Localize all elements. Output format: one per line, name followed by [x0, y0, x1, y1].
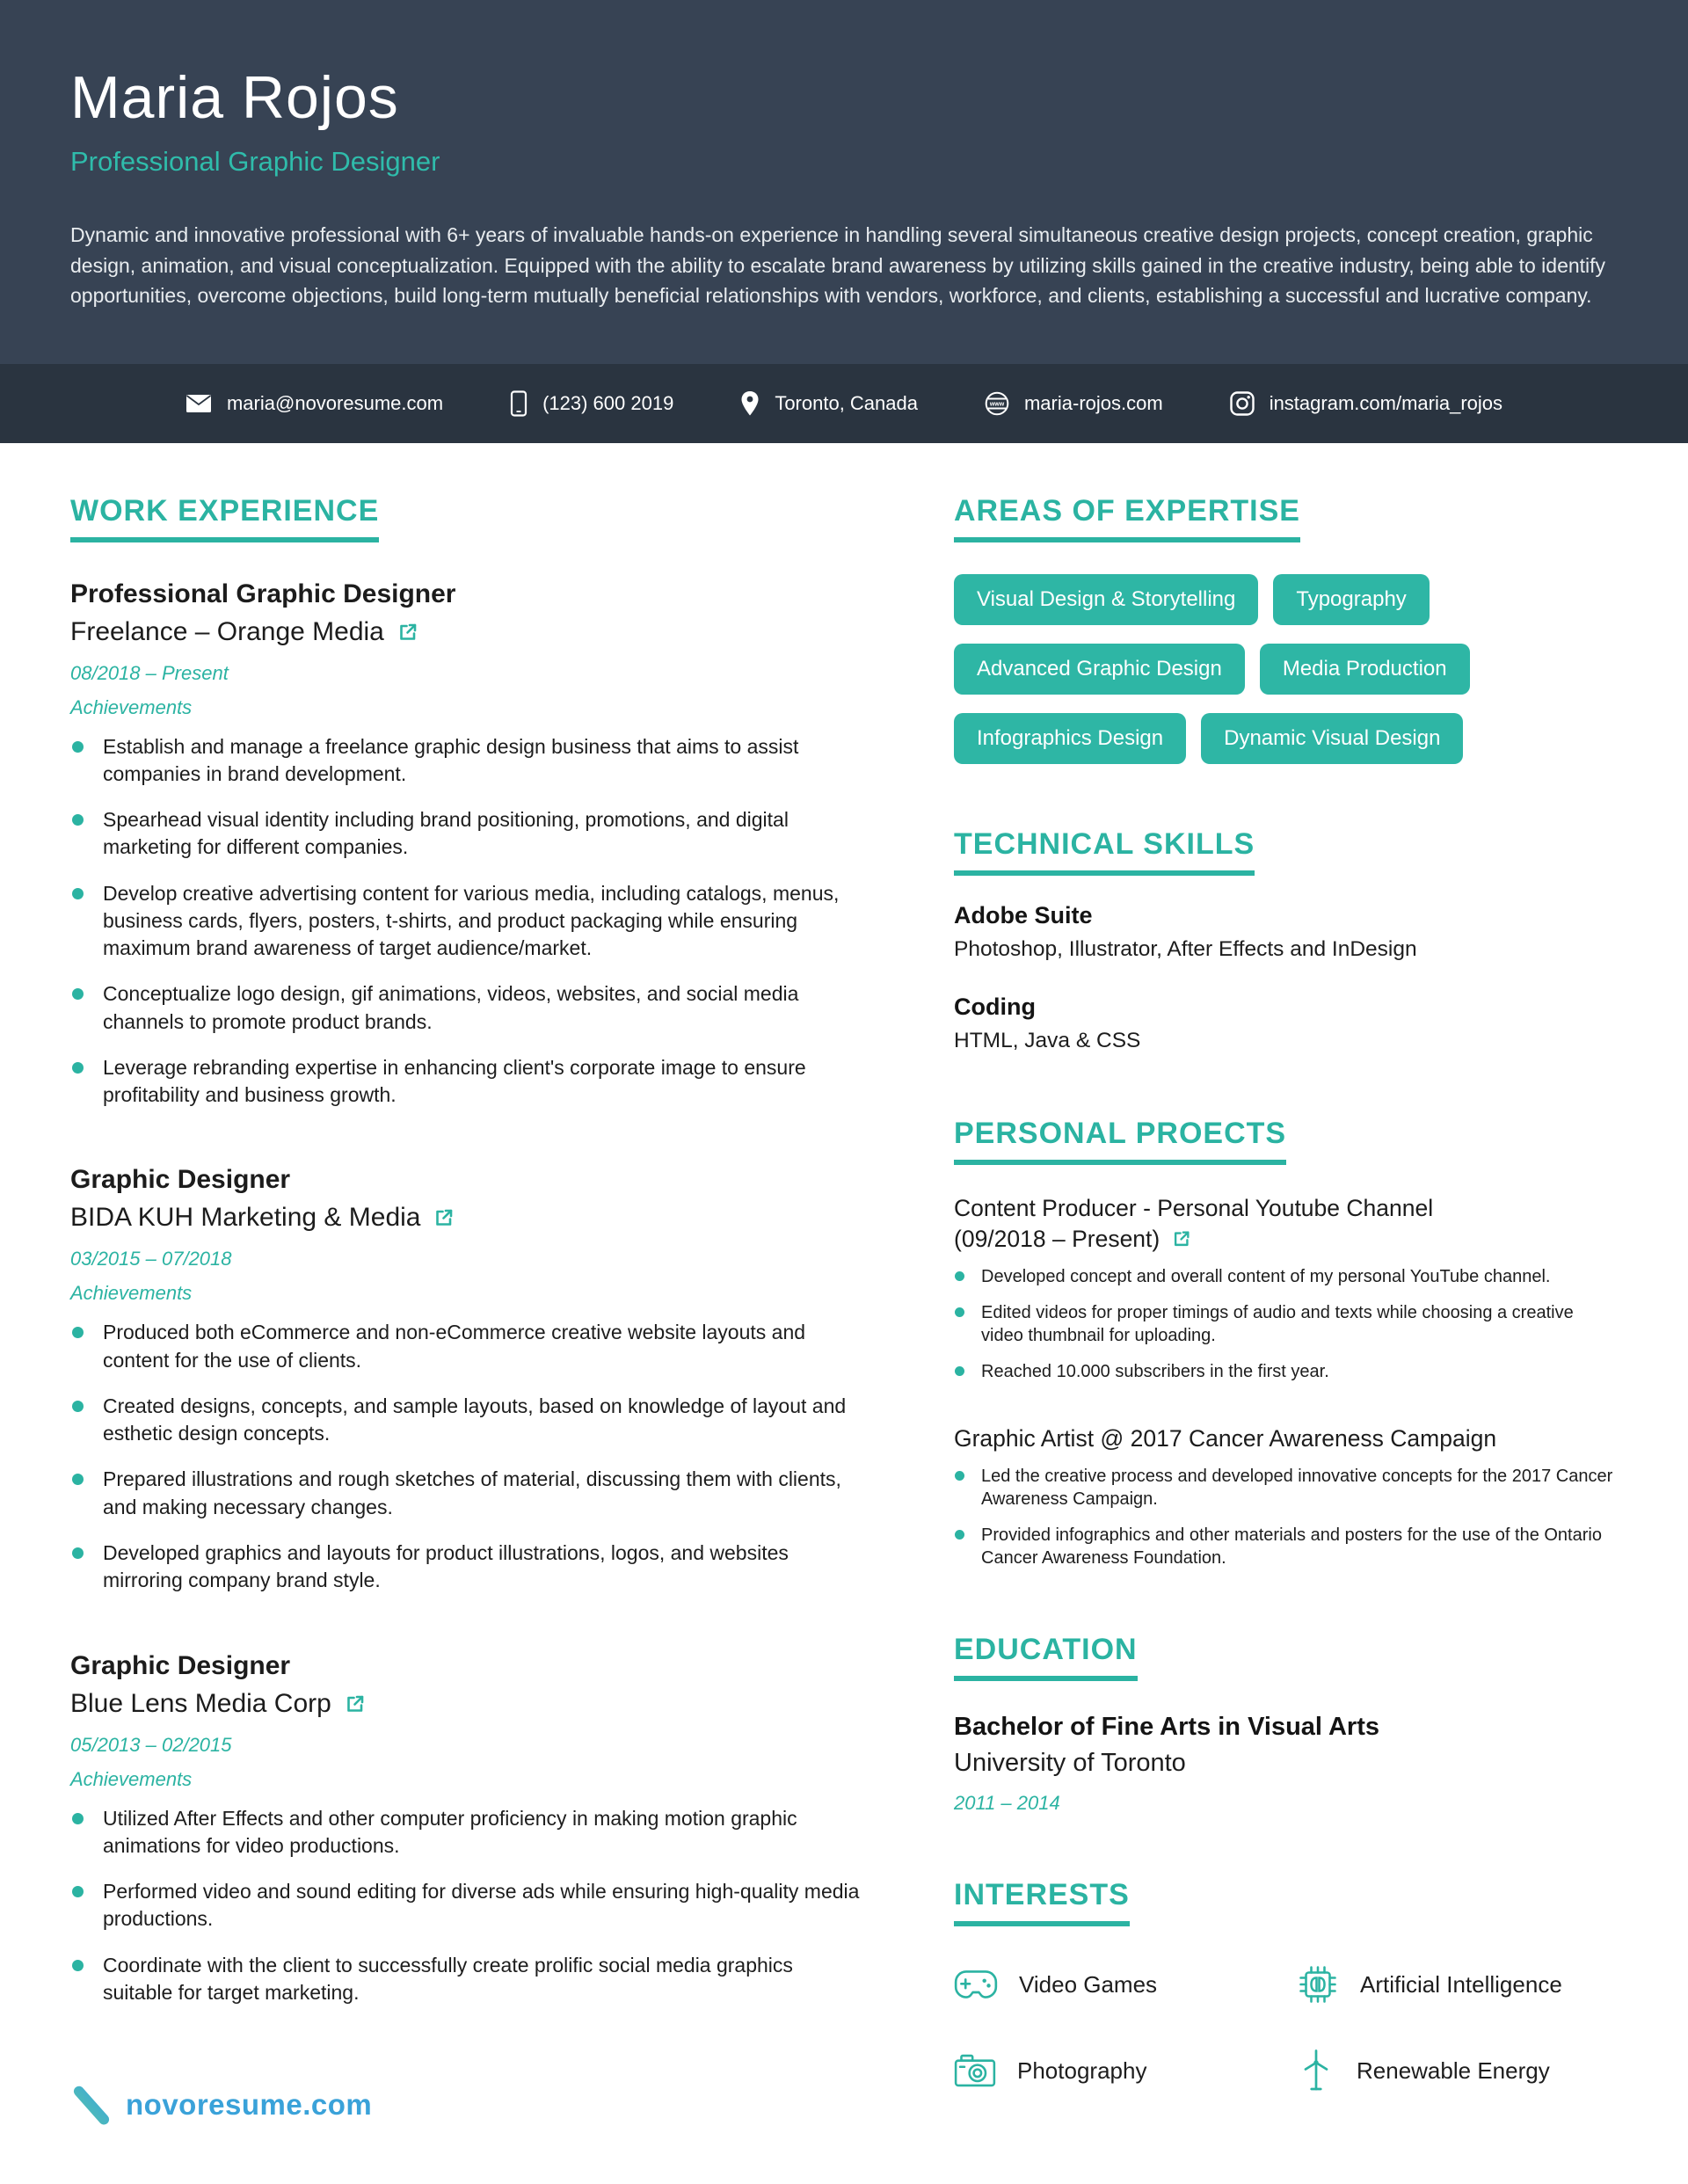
header: [0, 0, 1688, 364]
job-bullets: [70, 1805, 866, 2007]
project-bullet: Developed concept and overall content of my personal YouTube channel.: [954, 1265, 1618, 1288]
job-company: [70, 1203, 866, 1233]
skill-group-name: Adobe Suite: [954, 901, 1093, 928]
project-entry: [954, 1423, 1618, 1569]
contact-instagram-text: instagram.com/maria_rojos: [1269, 391, 1502, 414]
areas-of-expertise-heading: AREAS OF EXPERTISE: [954, 494, 1300, 542]
technical-skills-heading: TECHNICAL SKILLS: [954, 827, 1255, 876]
person-title: Professional Graphic Designer: [70, 146, 440, 177]
novoresume-brand-link[interactable]: [69, 2082, 372, 2128]
project-bullets: [954, 1465, 1618, 1569]
job-bullet: Performed video and sound editing for diverse ads while ensuring high-quality media productions.: [70, 1878, 866, 1933]
job-dates: 03/2015 – 07/2018: [70, 1248, 232, 1270]
skill-group-name: Coding: [954, 993, 1036, 1020]
education-dates: 2011 – 2014: [954, 1792, 1060, 1815]
skill-group: [954, 994, 1618, 1053]
job-company-name: BIDA KUH Marketing & Media: [70, 1203, 421, 1233]
contact-location[interactable]: [740, 390, 918, 417]
education-heading: EDUCATION: [954, 1633, 1138, 1681]
novoresume-logo-icon: [69, 2082, 114, 2128]
project-title-text: Content Producer - Personal Youtube Channel: [954, 1194, 1434, 1221]
skill-group: [954, 902, 1618, 962]
expertise-tag: Dynamic Visual Design: [1201, 713, 1463, 764]
project-title: [954, 1423, 1618, 1454]
wind-turbine-icon: [1297, 2049, 1335, 2092]
contact-email[interactable]: [186, 392, 443, 415]
interests-heading: INTERESTS: [954, 1878, 1130, 1926]
resume-body: [0, 443, 1688, 2093]
contact-phone[interactable]: [510, 390, 673, 417]
svg-text:www: www: [989, 401, 1005, 408]
external-link-icon[interactable]: [1172, 1229, 1191, 1249]
person-name: Maria Rojos: [70, 64, 399, 131]
contact-instagram[interactable]: [1230, 391, 1502, 416]
interest-label: Video Games: [1019, 1970, 1158, 1998]
expertise-tag: Visual Design & Storytelling: [954, 574, 1258, 625]
job-bullet: Leverage rebranding expertise in enhancing client's corporate image to ensure profitability and business growth.: [70, 1054, 866, 1110]
interest-video-games: [954, 1963, 1297, 2006]
job-bullets: [70, 733, 866, 1110]
job-title: Graphic Designer: [70, 1650, 291, 1680]
job-company-name: Blue Lens Media Corp: [70, 1688, 331, 1718]
job-bullet: Utilized After Effects and other computer proficiency in making motion graphic animations for video productions.: [70, 1805, 866, 1860]
education-section: [954, 1633, 1618, 1815]
education-school: University of Toronto: [954, 1749, 1186, 1778]
project-bullets: [954, 1265, 1618, 1383]
achievements-label: Achievements: [70, 1282, 193, 1305]
job-entry: [70, 579, 866, 1110]
external-link-icon[interactable]: [433, 1207, 455, 1228]
job-title: Graphic Designer: [70, 1165, 291, 1195]
job-bullet: Coordinate with the client to successfully create prolific social media graphics suitable for target marketing.: [70, 1952, 866, 2007]
phone-icon: [510, 390, 528, 417]
external-link-icon[interactable]: [345, 1693, 366, 1714]
interests-section: [954, 1878, 1618, 2092]
interest-artificial-intelligence: [1297, 1963, 1618, 2006]
camera-icon: [954, 2053, 996, 2088]
work-experience-heading: WORK EXPERIENCE: [70, 494, 379, 542]
job-company-name: Freelance – Orange Media: [70, 616, 384, 646]
contact-location-text: Toronto, Canada: [775, 391, 918, 414]
achievements-label: Achievements: [70, 1767, 193, 1790]
job-dates: 08/2018 – Present: [70, 661, 229, 684]
gamepad-icon: [954, 1969, 998, 2000]
contact-bar: [0, 364, 1688, 443]
globe-icon: [985, 391, 1009, 416]
project-title: [954, 1193, 1618, 1255]
project-bullet: Reached 10.000 subscribers in the first year.: [954, 1360, 1618, 1383]
location-pin-icon: [740, 390, 760, 417]
job-bullet: Produced both eCommerce and non-eCommerce creative website layouts and content for the use of clients.: [70, 1319, 866, 1374]
interest-label: Artificial Intelligence: [1360, 1970, 1562, 1998]
job-company: [70, 1689, 866, 1719]
project-dates: (09/2018 – Present): [954, 1225, 1160, 1252]
personal-projects-section: [954, 1117, 1618, 1570]
right-column: [954, 494, 1618, 2093]
contact-website[interactable]: [985, 391, 1163, 416]
achievements-label: Achievements: [70, 695, 193, 718]
summary-paragraph: Dynamic and innovative professional with 6+ years of invaluable hands-on experience in handling several simultaneous creative design projects, concept creation, graphic design, animation, and visual conceptualization. Equipped with the ability to escalate brand awareness by utilizing skills gained in the creative industry, being able to identify opportunities, overcome objections, build long-term mutually beneficial relationships with vendors, workforce, and clients, establishing a successful and lucrative company.: [70, 223, 1606, 307]
job-bullet: Develop creative advertising content for various media, including catalogs, menus, business cards, flyers, posters, t-shirts, and product packaging while ensuring maximum brand awareness of target audience/market.: [70, 880, 866, 963]
work-experience-section: [70, 494, 866, 2007]
project-bullet: Provided infographics and other materials and posters for the use of the Ontario Cancer Awareness Foundation.: [954, 1524, 1618, 1569]
interest-label: Renewable Energy: [1357, 2057, 1550, 2084]
interest-renewable-energy: [1297, 2049, 1618, 2092]
job-entry: [70, 1165, 866, 1594]
envelope-icon: [186, 394, 212, 413]
skill-group-details: HTML, Java & CSS: [954, 1028, 1141, 1052]
expertise-tag: Advanced Graphic Design: [954, 644, 1245, 695]
project-bullet: Edited videos for proper timings of audio and texts while choosing a creative video thumbnail for uploading.: [954, 1301, 1618, 1347]
job-bullet: Conceptualize logo design, gif animations, videos, websites, and social media channels to promote product brands.: [70, 980, 866, 1036]
project-entry: [954, 1193, 1618, 1383]
interest-photography: [954, 2049, 1297, 2092]
education-entry: [954, 1713, 1618, 1815]
expertise-tag: Typography: [1273, 574, 1429, 625]
skill-group-details: Photoshop, Illustrator, After Effects and InDesign: [954, 936, 1417, 961]
job-bullet: Establish and manage a freelance graphic design business that aims to assist companies in brand development.: [70, 733, 866, 789]
left-column: [70, 494, 866, 2093]
education-degree: Bachelor of Fine Arts in Visual Arts: [954, 1713, 1379, 1742]
contact-phone-text: (123) 600 2019: [542, 391, 674, 414]
external-link-icon[interactable]: [397, 622, 418, 643]
contact-website-text: maria-rojos.com: [1023, 391, 1163, 414]
ai-chip-icon: [1297, 1963, 1339, 2006]
job-bullet: Developed graphics and layouts for product illustrations, logos, and websites mirroring company brand style.: [70, 1540, 866, 1595]
technical-skills-section: [954, 827, 1618, 1053]
expertise-tag: Media Production: [1260, 644, 1470, 695]
personal-projects-heading: PERSONAL PROECTS: [954, 1117, 1286, 1165]
contact-email-text: maria@novoresume.com: [226, 391, 444, 414]
project-title-text: Graphic Artist @ 2017 Cancer Awareness Campaign: [954, 1424, 1497, 1452]
instagram-icon: [1230, 391, 1255, 416]
job-entry: [70, 1651, 866, 2007]
project-bullet: Led the creative process and developed innovative concepts for the 2017 Cancer Awareness Campaign.: [954, 1465, 1618, 1511]
areas-of-expertise-section: [954, 494, 1618, 764]
job-company: [70, 617, 866, 647]
job-bullets: [70, 1319, 866, 1594]
interests-grid: [954, 1963, 1618, 2092]
job-bullet: Spearhead visual identity including brand positioning, promotions, and digital marketing for different companies.: [70, 806, 866, 862]
expertise-tags: [954, 574, 1587, 764]
job-dates: 05/2013 – 02/2015: [70, 1733, 232, 1756]
job-title: Professional Graphic Designer: [70, 579, 456, 608]
job-bullet: Prepared illustrations and rough sketches of material, discussing them with clients, and making necessary changes.: [70, 1466, 866, 1521]
expertise-tag: Infographics Design: [954, 713, 1186, 764]
interest-label: Photography: [1017, 2057, 1147, 2084]
novoresume-brand-text: novoresume.com: [126, 2088, 373, 2121]
job-bullet: Created designs, concepts, and sample layouts, based on knowledge of layout and esthetic design concepts.: [70, 1393, 866, 1448]
